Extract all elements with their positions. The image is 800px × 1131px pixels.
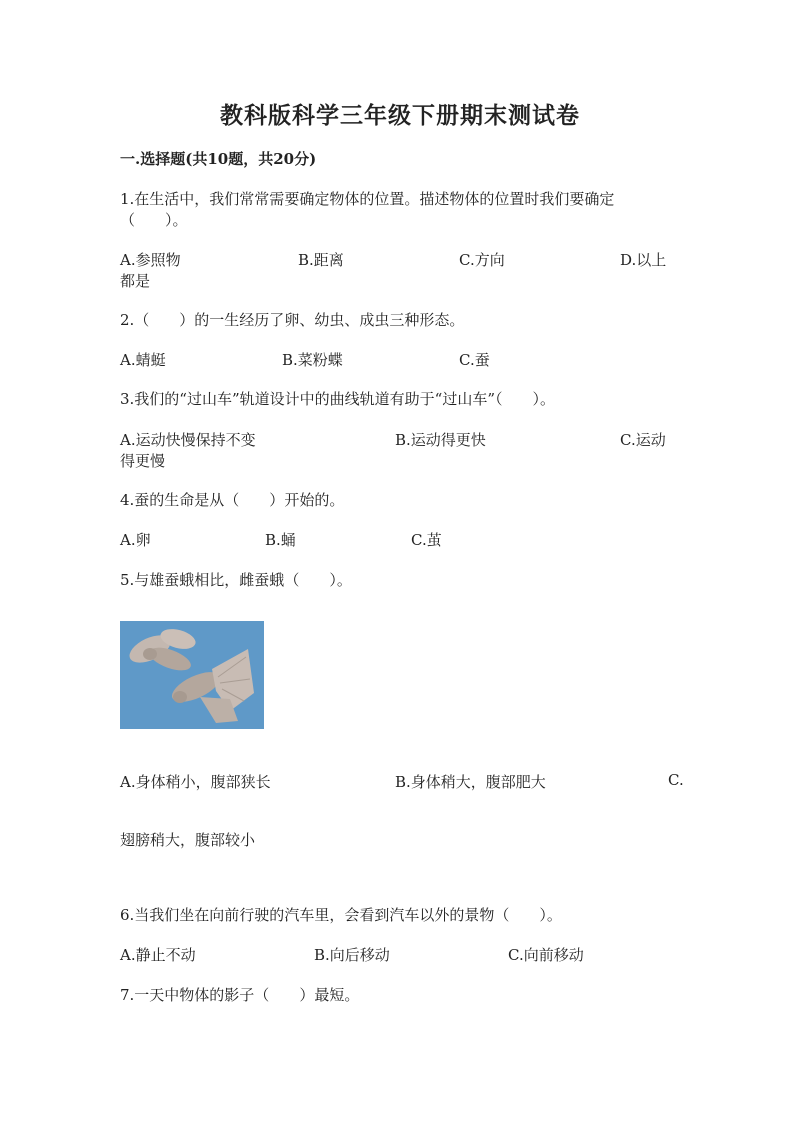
question-1-option-a: A.参照物 [120, 251, 181, 269]
upper-moth-head [143, 648, 157, 660]
question-6-option-c: C.向前移动 [508, 946, 584, 964]
question-6-option-a: A.静止不动 [120, 946, 196, 964]
question-1-option-d-wrap: 都是 [120, 272, 151, 290]
question-7-line-1: 7.一天中物体的影子（ ）最短。 [120, 986, 360, 1004]
question-4-option-b: B.蛹 [265, 531, 296, 549]
question-1-line-2: （ ）。 [120, 211, 188, 229]
question-6-option-b: B.向后移动 [314, 946, 390, 964]
question-2-option-c: C.蚕 [459, 351, 490, 369]
question-2-option-a: A.蜻蜓 [120, 351, 166, 369]
question-5-option-b: B.身体稍大，腹部肥大 [395, 773, 546, 791]
question-2-line-1: 2.（ ）的一生经历了卵、幼虫、成虫三种形态。 [120, 311, 465, 329]
question-5-option-c-wrap: 翅膀稍大，腹部较小 [120, 831, 256, 849]
question-5-line-1: 5.与雄蚕蛾相比，雌蚕蛾（ ）。 [120, 571, 352, 589]
silkworm-moth-photo [120, 621, 264, 729]
question-5-option-a: A.身体稍小，腹部狭长 [120, 773, 271, 791]
question-1-line-1: 1.在生活中，我们常常需要确定物体的位置。描述物体的位置时我们要确定 [120, 190, 615, 208]
question-2-option-b: B.菜粉蝶 [282, 351, 343, 369]
question-4-option-c: C.茧 [411, 531, 442, 549]
section-heading: 一.选择题(共10题，共20分) [120, 150, 317, 168]
question-1-option-c: C.方向 [459, 251, 505, 269]
question-3-line-1: 3.我们的“过山车”轨道设计中的曲线轨道有助于“过山车”（ ）。 [120, 390, 555, 408]
question-4-option-a: A.卵 [120, 531, 151, 549]
question-3-option-b: B.运动得更快 [395, 431, 486, 449]
question-3-option-c: C.运动 [620, 431, 666, 449]
question-5-option-c: C. [668, 771, 684, 789]
question-4-line-1: 4.蚕的生命是从（ ）开始的。 [120, 491, 345, 509]
question-1-option-b: B.距离 [298, 251, 344, 269]
question-6-line-1: 6.当我们坐在向前行驶的汽车里，会看到汽车以外的景物（ ）。 [120, 906, 562, 924]
question-3-option-a: A.运动快慢保持不变 [120, 431, 256, 449]
question-3-option-c-wrap: 得更慢 [120, 452, 166, 470]
page-title: 教科版科学三年级下册期末测试卷 [220, 102, 580, 129]
question-1-option-d: D.以上 [620, 251, 667, 269]
lower-moth-head [173, 691, 187, 703]
